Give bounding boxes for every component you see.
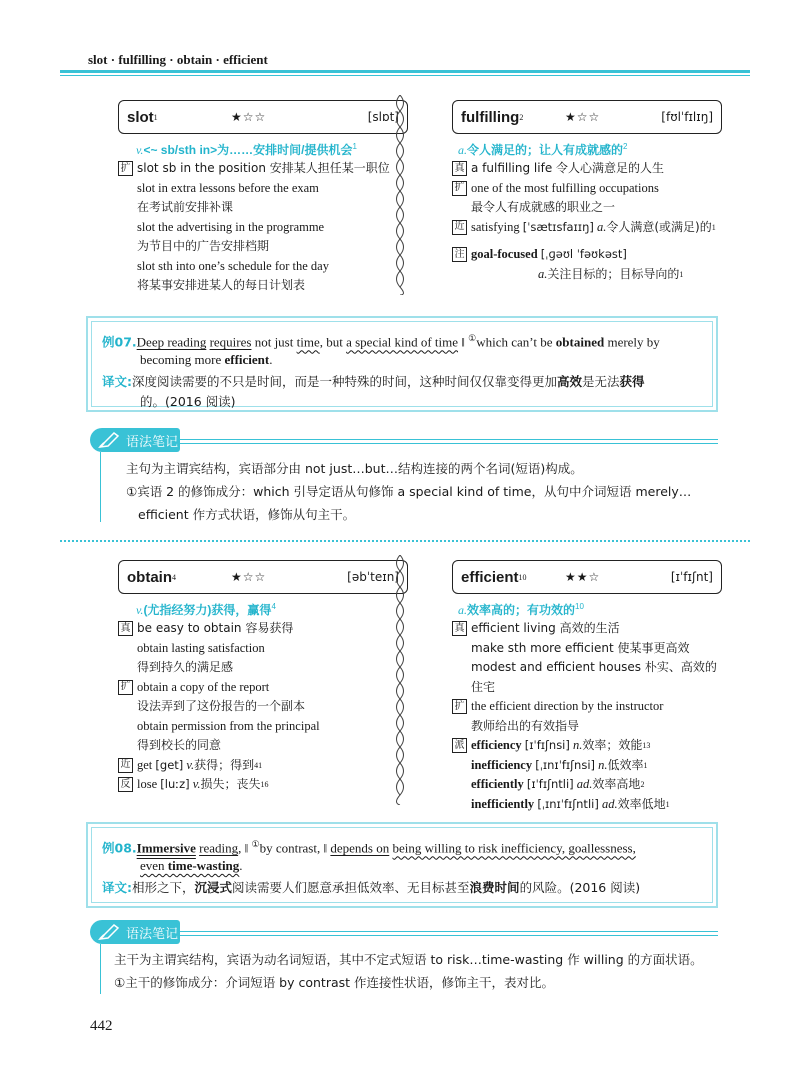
tag-expand: 扩	[452, 181, 467, 196]
list-item: 最令人有成就感的职业之一	[471, 200, 616, 214]
example-sentence-cont: becoming more efficient.	[140, 352, 273, 367]
headword: obtain	[127, 568, 172, 586]
tag-expand: 扩	[118, 680, 133, 695]
list-item: 注 goal-focused [ˌɡəʊl ˈfəʊkəst]	[452, 245, 722, 265]
part-of-speech-line: a.令人满足的；让人有成就感的$^2$	[458, 142, 628, 157]
column-divider	[393, 555, 407, 805]
entry-slot	[118, 100, 408, 296]
star-rating: ★★☆	[565, 570, 601, 584]
list-item: a. 关注目标的；目标导向的 1	[538, 266, 684, 281]
translation-label: 译文:	[102, 880, 132, 895]
list-item: 扩 one of the most fulfilling occupations	[452, 179, 722, 199]
list-item: 扩 slot sb in the position 安排某人担任某一职位	[118, 159, 408, 179]
headword: slot	[127, 108, 154, 126]
running-header: slot · fulfilling · obtain · efficient	[88, 52, 268, 67]
entry-efficient	[452, 560, 722, 814]
example-sentence: 例08.Immersive reading, ‖ ①by contrast, ‖ depends on being willing to risk inefficiency, goallessness,	[102, 839, 636, 856]
star-rating: ★☆☆	[231, 110, 267, 124]
list-item: 得到持久的满足感	[137, 660, 234, 674]
example-box-07	[86, 316, 718, 412]
list-item: 将某事安排进某人的每日计划表	[137, 278, 306, 292]
grammar-note-1	[90, 428, 718, 528]
phonetic: [slɒt]	[367, 110, 399, 124]
frequency: 10	[518, 572, 527, 582]
grammar-note-tab: 语法笔记	[90, 428, 180, 452]
part-of-speech-line: v.(尤指经努力)获得，赢得$^4$	[136, 602, 276, 617]
list-item: 为节目中的广告安排档期	[137, 239, 270, 253]
grammar-note-2	[90, 920, 718, 1000]
part-of-speech-line: v.<~ sb/sth in>为……安排时间/提供机会$^1$	[136, 142, 357, 157]
list-item: efficiently [ɪˈfɪʃntli] ad. 效率高地 2	[471, 777, 645, 791]
headword-box	[452, 100, 722, 134]
list-item: 近 satisfying [ˈsætɪsfaɪɪŋ] a. 令人满意(或满足)的 1	[452, 218, 722, 238]
grammar-note-body: 主句为主谓宾结构，宾语部分由 not just…but…结构连接的两个名词(短语)构成。 ①宾语 2 的修饰成分：which 引导定语从句修饰 a special kind of time，从句中介词短语 merely… efficient 作方式状语，修饰从句主干。	[126, 461, 692, 522]
tag-derivative: 派	[452, 738, 467, 753]
list-item: 真 be easy to obtain 容易获得	[118, 619, 408, 639]
translation: 译文:深度阅读需要的不只是时间，而是一种特殊的时间，这种时间仅仅靠变得更加高效是无法获得	[102, 374, 645, 389]
frequency: 2	[519, 112, 524, 122]
tag-antonym: 反	[118, 777, 133, 792]
frequency: 4	[172, 572, 176, 582]
translation: 译文:相形之下，沉浸式阅读需要人们愿意承担低效率、无目标甚至浪费时间的风险。(2016 阅读)	[102, 880, 641, 895]
list-item: slot in extra lessons before the exam	[137, 180, 319, 195]
list-item: 真 a fulfilling life 令人心满意足的人生	[452, 159, 722, 179]
headword-box	[452, 560, 722, 594]
tag-note: 注	[452, 247, 467, 262]
list-item: 设法弄到了这份报告的一个副本	[137, 699, 306, 713]
pen-icon	[98, 431, 120, 449]
headword-box	[118, 100, 408, 134]
tag-synonym: 近	[118, 758, 133, 773]
tag-real: 真	[452, 621, 467, 636]
list-item: 派 efficiency [ɪˈfɪʃnsi] n. 效率；效能 13	[452, 736, 722, 756]
list-item: 扩 obtain a copy of the report	[118, 678, 408, 698]
phonetic: [ɪˈfɪʃnt]	[670, 570, 713, 584]
star-rating: ★☆☆	[565, 110, 601, 124]
list-item: modest and efficient houses 朴实、高效的住宅	[471, 660, 717, 694]
example-box-08	[86, 822, 718, 908]
list-item: make sth more efficient 使某事更高效	[471, 640, 690, 655]
grammar-note-body: 主干为主谓宾结构，宾语为动名词短语，其中不定式短语 to risk…time-wasting 作 willing 的方面状语。 ①主干的修饰成分：介词短语 by contrast 作连接性状语，修饰主干，表对比。	[114, 952, 703, 990]
list-item: 近 get [get] v. 获得；得到 41	[118, 756, 408, 776]
list-item: inefficiently [ˌɪnɪˈfɪʃntli] ad. 效率低地 1	[471, 796, 670, 811]
phonetic: [fʊlˈfɪlɪŋ]	[661, 110, 713, 124]
tag-expand: 扩	[118, 161, 133, 176]
tag-real: 真	[452, 161, 467, 176]
phonetic: [əbˈteɪn]	[347, 570, 399, 584]
translation-cont: 的。(2016 阅读)	[140, 394, 236, 409]
column-divider	[393, 95, 407, 295]
frequency: 1	[153, 112, 158, 122]
example-label: 例07.	[102, 334, 137, 350]
list-item: 在考试前安排补课	[137, 200, 234, 214]
page-number: 442	[90, 1018, 113, 1034]
example-sentence-cont: even time-wasting.	[140, 858, 243, 873]
tag-real: 真	[118, 621, 133, 636]
header-rule	[60, 70, 750, 80]
section-separator	[60, 540, 750, 542]
list-item: 反 lose [luːz] v. 损失；丧失 16	[118, 775, 408, 795]
tag-synonym: 近	[452, 220, 467, 235]
headword: fulfilling	[461, 108, 520, 126]
headword-box	[118, 560, 408, 594]
entry-fulfilling	[452, 100, 722, 284]
grammar-note-tab: 语法笔记	[90, 920, 180, 944]
list-item: 得到校长的同意	[137, 738, 222, 752]
list-item: 扩 the efficient direction by the instructor	[452, 697, 722, 717]
headword: efficient	[461, 568, 519, 586]
list-item: slot the advertising in the programme	[137, 219, 325, 234]
pen-icon	[98, 923, 120, 941]
list-item: obtain lasting satisfaction	[137, 640, 265, 655]
list-item: slot sth into one’s schedule for the day	[137, 258, 329, 273]
list-item: 教师给出的有效指导	[471, 718, 580, 733]
example-label: 例08.	[102, 840, 137, 856]
tag-expand: 扩	[452, 699, 467, 714]
translation-label: 译文:	[102, 374, 132, 389]
list-item: inefficiency [ˌɪnɪˈfɪʃnsi] n. 低效率 1	[471, 757, 648, 772]
example-sentence: 例07.Deep reading requires not just time, but a special kind of time ‖ ①which can’t be obtained merely by	[102, 333, 660, 350]
list-item: 真 efficient living 高效的生活	[452, 619, 722, 639]
star-rating: ★☆☆	[231, 570, 267, 584]
entry-obtain	[118, 560, 408, 795]
list-item: obtain permission from the principal	[137, 718, 320, 733]
part-of-speech-line: a.效率高的；有功效的$^{10}$	[458, 602, 584, 617]
